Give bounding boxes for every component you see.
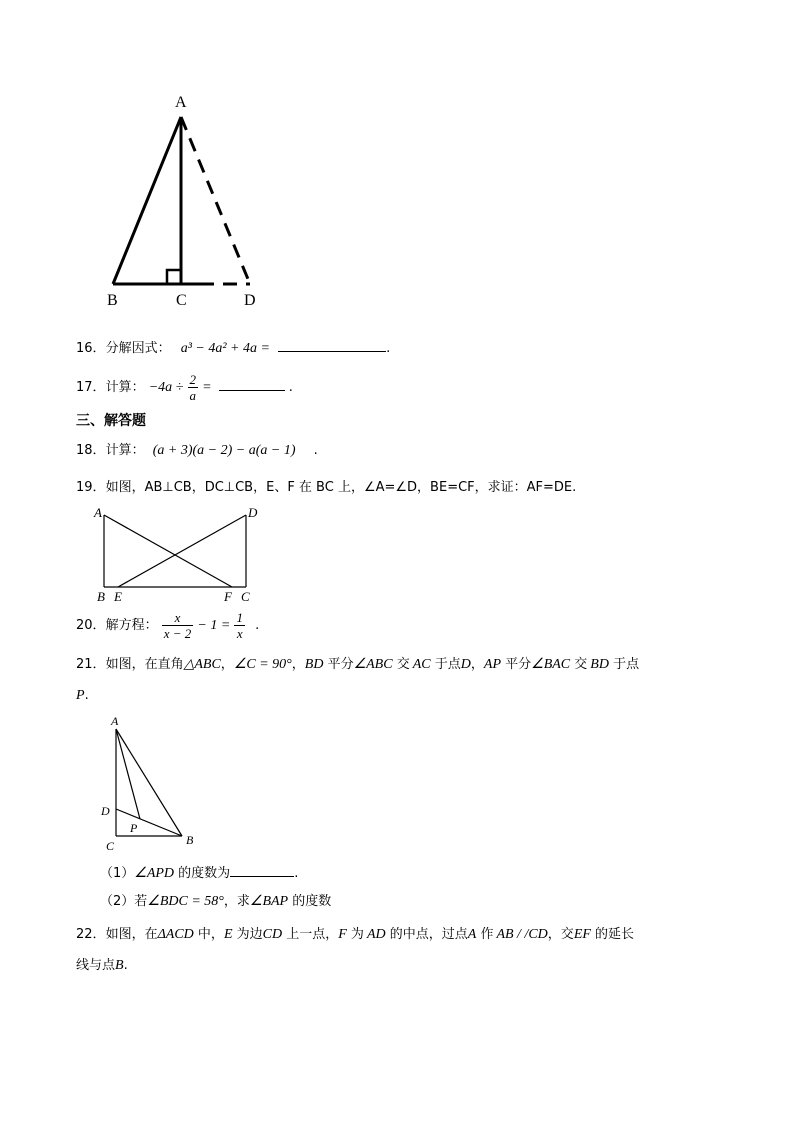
- question-number: 20: [76, 618, 93, 633]
- text: 上一点，: [282, 927, 339, 942]
- segment-ab: [116, 729, 182, 836]
- text: 的度数为: [174, 866, 231, 881]
- fraction-numerator: 2: [189, 372, 196, 387]
- math-expression: (a + 3)(a − 2) − a(a − 1): [152, 443, 296, 458]
- text: 平分: [501, 657, 532, 672]
- question-number: 19: [76, 480, 93, 495]
- math: BD: [590, 657, 609, 672]
- label-b: B: [107, 292, 118, 309]
- math: ∠APD: [134, 866, 175, 881]
- answer-blank[interactable]: [230, 862, 294, 877]
- question-21-sub2: [100, 892, 331, 912]
- text: 平分: [323, 657, 354, 672]
- math: D: [460, 657, 471, 672]
- text: 交: [570, 657, 588, 672]
- question-text: 计算：: [105, 380, 145, 395]
- segment-bd: [116, 809, 182, 836]
- label-d: D: [244, 292, 256, 309]
- math: ΔACD: [157, 927, 194, 942]
- fraction-denominator: x: [236, 626, 243, 641]
- math: ∠ABC: [353, 657, 393, 672]
- text: ，交: [547, 927, 574, 942]
- question-number: 18: [76, 443, 93, 458]
- fraction-numerator: 1: [236, 610, 243, 625]
- math: EF: [573, 927, 591, 942]
- math: AP: [483, 657, 501, 672]
- text: ，求: [223, 894, 250, 909]
- question-19: 19．如图，AB⊥CB，DC⊥CB，E、F 在 BC 上，∠A=∠D，BE=CF，求证：AF=DE.: [76, 480, 577, 495]
- label-e: E: [114, 589, 122, 604]
- text: 如图，在: [105, 927, 158, 942]
- math: E: [223, 927, 233, 942]
- period: .: [255, 618, 260, 633]
- math: AB / /CD: [496, 927, 548, 942]
- question-number: 21: [76, 657, 93, 672]
- math-expression: a³ − 4a² + 4a =: [180, 341, 270, 356]
- math: F: [338, 927, 347, 942]
- text: 于点: [608, 657, 640, 672]
- question-18: 18．计算： (a + 3)(a − 2) − a(a − 1) .: [76, 443, 318, 458]
- text: 于点: [430, 657, 461, 672]
- label-c: C: [241, 589, 250, 604]
- math: AC: [412, 657, 431, 672]
- text: ，: [220, 657, 234, 672]
- math: B: [115, 958, 124, 973]
- math: BD: [304, 657, 324, 672]
- label-a: A: [94, 505, 102, 520]
- fraction-denominator: x − 2: [163, 626, 192, 641]
- label-a: A: [111, 714, 119, 728]
- text: 的度数: [288, 894, 332, 909]
- math-middle: − 1 =: [197, 618, 231, 633]
- text: 交: [392, 657, 410, 672]
- question-22-line2: [76, 956, 128, 976]
- text: 的中点，过点: [385, 927, 468, 942]
- period: .: [84, 688, 89, 703]
- label-b: B: [186, 833, 194, 847]
- question-16: 16．分解因式： a³ − 4a² + 4a = .: [76, 337, 390, 359]
- question-17: 17．计算： −4a ÷ $\frac{2}{a}$ = .: [76, 372, 293, 403]
- math: ∠BAC: [531, 657, 571, 672]
- question-20: 20．解方程： $\frac{x}{x - 2}$ − 1 = $\frac{1}{x}$ .: [76, 610, 260, 641]
- math-expression: −4a ÷: [148, 380, 184, 395]
- math: ∠C = 90°: [233, 657, 292, 672]
- text: 如图，在直角: [105, 657, 184, 672]
- segment-ap: [116, 729, 140, 819]
- period: .: [288, 380, 293, 395]
- equals: =: [202, 380, 212, 395]
- math: ∠BAP: [249, 894, 289, 909]
- period: .: [294, 866, 299, 881]
- sub-number: （2）若: [100, 894, 148, 909]
- question-text: 分解因式：: [105, 341, 171, 356]
- label-d: D: [101, 804, 110, 818]
- period: .: [123, 958, 128, 973]
- text: 中，: [193, 927, 224, 942]
- question-text: 解方程：: [105, 618, 158, 633]
- math: CD: [262, 927, 283, 942]
- section-title: 三、解答题: [76, 413, 146, 429]
- text: ，: [470, 657, 484, 672]
- question-text: 计算：: [105, 443, 145, 458]
- text: 的延长: [590, 927, 635, 942]
- label-p: P: [130, 821, 138, 835]
- period: .: [313, 443, 318, 458]
- question-number: 16: [76, 341, 93, 356]
- text: ，: [291, 657, 305, 672]
- label-f: F: [224, 589, 232, 604]
- math: AD: [366, 927, 386, 942]
- question-21-sub1: [100, 862, 298, 884]
- question-21-line1: 21．如图，在直角△ABC，∠C = 90°，BD 平分∠ABC 交 AC 于点D，AP 平分∠BAC 交 BD 于点: [76, 657, 640, 672]
- text: 为边: [232, 927, 263, 942]
- label-c: C: [106, 839, 115, 853]
- question-number: 22: [76, 927, 93, 942]
- text: 为: [346, 927, 364, 942]
- text: 线与点: [76, 958, 116, 973]
- period: .: [386, 341, 391, 356]
- question-text: 如图，AB⊥CB，DC⊥CB，E、F 在 BC 上，∠A=∠D，BE=CF，求证：AF=DE.: [105, 480, 577, 495]
- label-a: A: [175, 94, 187, 111]
- text: 作: [476, 927, 494, 942]
- fraction-denominator: a: [189, 388, 196, 403]
- label-b: B: [97, 589, 105, 604]
- math: △ABC: [183, 657, 221, 672]
- sub-number: （1）: [100, 866, 135, 881]
- math: P: [76, 688, 85, 703]
- label-c: C: [176, 292, 187, 309]
- question-22-line1: 22．如图，在ΔACD 中，E 为边CD 上一点，F 为 AD 的中点，过点A 作 AB / /CD，交EF 的延长: [76, 927, 635, 942]
- label-d: D: [248, 505, 258, 520]
- fraction-numerator: x: [162, 610, 194, 626]
- math: ∠BDC = 58°: [147, 894, 224, 909]
- question-number: 17: [76, 380, 93, 395]
- math: A: [467, 927, 477, 942]
